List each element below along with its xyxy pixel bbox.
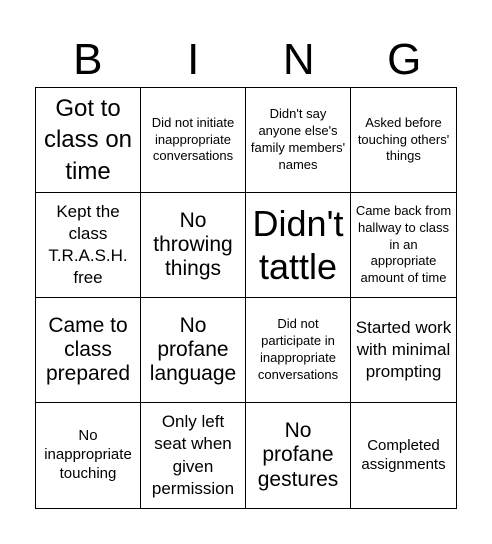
bingo-header — [35, 34, 457, 86]
header-letter-g: G — [387, 35, 422, 84]
bingo-cell[interactable]: No profane gestures — [246, 403, 351, 508]
header-letter-b: B — [73, 35, 103, 84]
bingo-cell[interactable]: Did not participate in inappropriate conversations — [246, 298, 351, 403]
bingo-cell[interactable]: Did not initiate inappropriate conversations — [141, 88, 246, 193]
bingo-cell[interactable]: Completed assignments — [361, 436, 446, 473]
bingo-cell[interactable]: Came to class prepared — [36, 298, 141, 403]
bingo-cell[interactable]: Got to class on time — [36, 88, 141, 193]
bingo-card-grid — [35, 87, 457, 509]
bingo-cell[interactable]: Started work with minimal prompting — [351, 298, 456, 403]
bingo-cell[interactable]: Only left seat when given permission — [141, 403, 246, 508]
bingo-cell[interactable]: Didn't say anyone else's family members' names — [246, 88, 351, 193]
bingo-cell[interactable]: Came back from hallway to class in an appropriate amount of time — [351, 193, 456, 298]
bingo-cell[interactable]: Kept the class T.R.A.S.H. free — [36, 193, 141, 298]
header-letter-i: I — [187, 35, 200, 84]
bingo-cell[interactable]: Asked before touching others' things — [351, 88, 456, 193]
bingo-cell[interactable]: Didn't tattle — [246, 193, 351, 298]
bingo-cell[interactable]: No inappropriate touching — [36, 403, 141, 508]
header-letter-n: N — [282, 35, 315, 84]
bingo-cell[interactable]: No throwing things — [141, 193, 246, 298]
bingo-cell[interactable]: No profane language — [141, 298, 246, 403]
